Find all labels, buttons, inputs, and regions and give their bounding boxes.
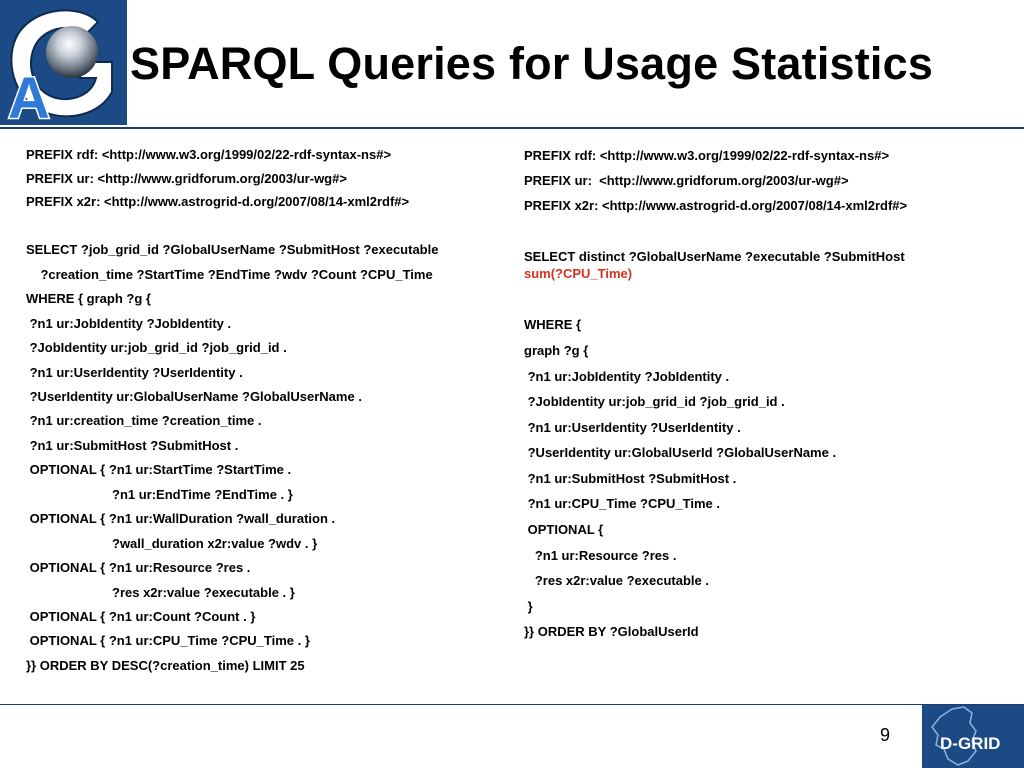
query-line: ?n1 ur:JobIdentity ?JobIdentity . [26, 316, 232, 331]
query-line: PREFIX ur: <http://www.gridforum.org/2003/ur-wg#> [524, 173, 849, 188]
query-line: graph ?g { [524, 343, 589, 358]
query-line: ?n1 ur:creation_time ?creation_time . [26, 413, 262, 428]
query-line: SELECT ?job_grid_id ?GlobalUserName ?SubmitHost ?executable [26, 242, 439, 257]
svg-text:A: A [8, 66, 50, 125]
astrogrid-logo [0, 0, 127, 125]
query-line: ?creation_time ?StartTime ?EndTime ?wdv ?Count ?CPU_Time [26, 267, 433, 282]
query-line: OPTIONAL { ?n1 ur:CPU_Time ?CPU_Time . } [26, 633, 310, 648]
dgrid-logo [922, 705, 1024, 768]
query-line: PREFIX ur: <http://www.gridforum.org/2003/ur-wg#> [26, 171, 347, 186]
footer-divider [0, 704, 1024, 705]
query-line: OPTIONAL { ?n1 ur:WallDuration ?wall_duration . [26, 511, 336, 526]
query-line: ?UserIdentity ur:GlobalUserId ?GlobalUserName . [524, 445, 837, 460]
query-line: ?n1 ur:EndTime ?EndTime . } [112, 487, 293, 502]
query-line: PREFIX x2r: <http://www.astrogrid-d.org/2007/08/14-xml2rdf#> [524, 198, 908, 213]
query-line: SELECT distinct ?GlobalUserName ?executable ?SubmitHost [524, 249, 905, 264]
query-line: }} ORDER BY DESC(?creation_time) LIMIT 25 [26, 658, 305, 673]
query-line: ?res x2r:value ?executable . } [112, 585, 295, 600]
query-line: OPTIONAL { [524, 522, 604, 537]
slide-title: SPARQL Queries for Usage Statistics [130, 38, 934, 89]
query-line: ?n1 ur:UserIdentity ?UserIdentity . [26, 365, 243, 380]
query-line: ?JobIdentity ur:job_grid_id ?job_grid_id . [524, 394, 785, 409]
query-line: ?res x2r:value ?executable . [524, 573, 709, 588]
query-line: PREFIX rdf: <http://www.w3.org/1999/02/22-rdf-syntax-ns#> [524, 148, 890, 163]
query-line: ?n1 ur:SubmitHost ?SubmitHost . [524, 471, 737, 486]
query-line: PREFIX x2r: <http://www.astrogrid-d.org/2007/08/14-xml2rdf#> [26, 194, 410, 209]
query-line: WHERE { graph ?g { [26, 291, 151, 306]
dgrid-logo-graphic [922, 705, 1024, 768]
query-line: ?n1 ur:UserIdentity ?UserIdentity . [524, 420, 741, 435]
query-line: } [524, 599, 533, 614]
query-line: WHERE { [524, 317, 582, 332]
query-line: ?n1 ur:CPU_Time ?CPU_Time . [524, 496, 721, 511]
page-number: 9 [880, 725, 891, 745]
query-line: OPTIONAL { ?n1 ur:Count ?Count . } [26, 609, 256, 624]
svg-text:D-GRID: D-GRID [940, 734, 1001, 753]
query-line: ?n1 ur:SubmitHost ?SubmitHost . [26, 438, 239, 453]
astrogrid-logo-graphic [0, 0, 127, 125]
query-line: OPTIONAL { ?n1 ur:StartTime ?StartTime . [26, 462, 292, 477]
query-line: ?wall_duration x2r:value ?wdv . } [112, 536, 318, 551]
query-line: ?JobIdentity ur:job_grid_id ?job_grid_id . [26, 340, 287, 355]
query-line: ?n1 ur:Resource ?res . [524, 548, 677, 563]
query-line: PREFIX rdf: <http://www.w3.org/1999/02/22-rdf-syntax-ns#> [26, 147, 392, 162]
query-line: ?n1 ur:JobIdentity ?JobIdentity . [524, 369, 730, 384]
query-line: }} ORDER BY ?GlobalUserId [524, 624, 699, 639]
query-line: OPTIONAL { ?n1 ur:Resource ?res . [26, 560, 251, 575]
query-line: ?UserIdentity ur:GlobalUserName ?GlobalUserName . [26, 389, 362, 404]
header-divider [0, 127, 1024, 129]
query-line-highlight: sum(?CPU_Time) [524, 266, 633, 281]
